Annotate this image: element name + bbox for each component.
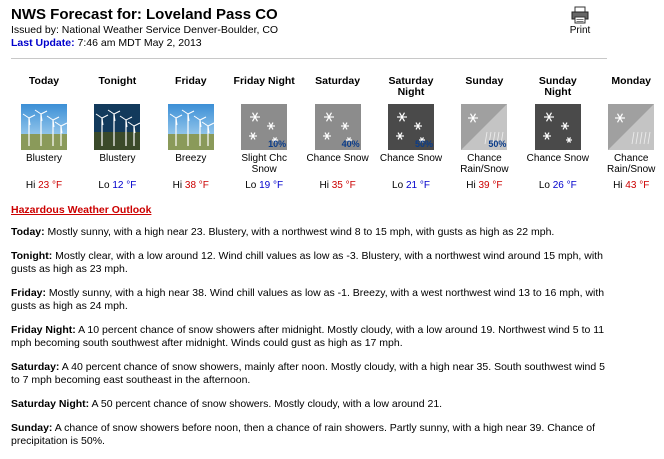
detail-entry (11, 361, 607, 387)
detail-entry (11, 324, 607, 350)
forecast-period (158, 76, 224, 192)
last-update (11, 37, 611, 50)
detail-period: Sunday: (11, 422, 53, 434)
period-description: Chance Snow (526, 153, 589, 164)
period-name: Sunday (465, 75, 504, 87)
weather-icon (241, 104, 287, 150)
header-divider (11, 58, 607, 59)
weather-icon (388, 104, 434, 150)
temp-value: 26 °F (552, 180, 577, 191)
detail-entry (11, 226, 607, 239)
detail-entry (11, 250, 607, 276)
issued-by: Issued by: National Weather Service Denver-Boulder, CO (11, 24, 279, 36)
period-name: Saturday Night (388, 75, 434, 98)
period-temperature (378, 180, 444, 192)
forecast-period (231, 76, 297, 192)
period-temperature (158, 180, 224, 192)
weather-icon (168, 104, 214, 150)
forecast-period (525, 76, 591, 192)
period-temperature (11, 180, 77, 192)
temp-label: Hi (613, 180, 623, 191)
temp-label: Hi (25, 180, 36, 191)
detail-text: A chance of snow showers before noon, then a chance of rain showers. Partly sunny, with a high near 39. Chance of precipitation is 50%. (11, 422, 596, 447)
forecast-period (378, 76, 444, 192)
detail-text: Mostly sunny, with a high near 23. Blustery, with a northwest wind 8 to 15 mph, with gusts as high as 22 mph. (44, 226, 555, 238)
printer-icon (570, 6, 590, 24)
temp-value: 23 °F (38, 180, 63, 191)
temp-value: 43 °F (625, 180, 650, 191)
period-description: Chance Snow (306, 153, 369, 164)
detail-text: A 40 percent chance of snow showers, mainly after noon. Mostly cloudy, with a high near 35. South southwest wind 5 to 7 mph becoming east southeast in the afternoon. (11, 361, 605, 386)
detail-period: Today: (11, 226, 45, 238)
forecast-period (451, 76, 517, 192)
detail-text: A 50 percent chance of snow showers. Mostly cloudy, with a low around 21. (89, 398, 443, 410)
period-name: Tonight (98, 75, 137, 87)
detail-period: Friday: (11, 287, 47, 299)
forecast-period (11, 76, 77, 192)
weather-icon (461, 104, 507, 150)
temp-value: 12 °F (112, 180, 137, 191)
period-temperature (525, 180, 591, 192)
forecast-period (84, 76, 150, 192)
forecast-period (598, 76, 664, 192)
period-description: Chance Snow (379, 153, 443, 164)
temp-label: Hi (172, 180, 183, 191)
temp-label: Lo (538, 180, 550, 191)
forecast-periods (11, 75, 656, 196)
temp-value: 39 °F (478, 180, 503, 191)
weather-icon (21, 104, 67, 150)
last-update-label: Last Update: (11, 37, 75, 49)
period-temperature (598, 180, 664, 192)
detail-text: Mostly clear, with a low around 12. Wind chill values as low as -3. Blustery, with a northwest wind around 15 mph, with gusts as high as 23 mph. (11, 250, 603, 275)
period-description: Breezy (175, 153, 207, 164)
detail-entry (11, 398, 607, 411)
period-name: Monday (611, 75, 652, 87)
temp-value: 35 °F (331, 180, 356, 191)
detail-period: Saturday Night: (11, 398, 90, 410)
period-description: Chance Rain/Snow (607, 153, 656, 175)
period-temperature (305, 180, 371, 192)
period-temperature (231, 180, 297, 192)
period-description: Slight Chc Snow (241, 153, 287, 175)
period-description: Blustery (25, 153, 63, 164)
period-name: Today (28, 75, 60, 87)
temp-value: 21 °F (405, 180, 430, 191)
print-button[interactable] (560, 6, 600, 36)
detail-entry (11, 287, 607, 313)
forecast-header (11, 6, 611, 50)
period-name: Friday Night (233, 75, 295, 87)
print-label: Print (569, 25, 591, 36)
weather-icon (535, 104, 581, 150)
period-name: Sunday Night (538, 75, 577, 98)
detail-period: Saturday: (11, 361, 60, 373)
temp-label: Lo (98, 180, 110, 191)
temp-label: Lo (392, 180, 404, 191)
detailed-forecast (11, 226, 607, 459)
last-update-value: 7:46 am MDT May 2, 2013 (77, 37, 202, 49)
period-temperature (84, 180, 150, 192)
temp-value: 19 °F (259, 180, 284, 191)
forecast-period (305, 76, 371, 192)
period-description: Chance Rain/Snow (460, 153, 509, 175)
temp-label: Hi (319, 180, 329, 191)
weather-icon (94, 104, 140, 150)
temp-label: Hi (466, 180, 476, 191)
detail-text: A 10 percent chance of snow showers after midnight. Mostly cloudy, with a low around 19. Northwest wind 5 to 11 mph becoming south southwest after midnight. Winds could gust as high as 17 mph. (11, 324, 605, 349)
precip-chance: 40% (341, 139, 360, 149)
temp-value: 38 °F (184, 180, 209, 191)
detail-entry (11, 422, 607, 448)
precip-chance: 10% (268, 139, 287, 149)
weather-icon (608, 104, 654, 150)
hazardous-weather-outlook-link[interactable]: Hazardous Weather Outlook (11, 204, 152, 216)
period-temperature (451, 180, 517, 192)
detail-period: Tonight: (11, 250, 53, 262)
period-description: Blustery (99, 153, 136, 164)
precip-chance: 50% (488, 139, 507, 149)
weather-icon (315, 104, 361, 150)
page-title: NWS Forecast for: Loveland Pass CO (11, 6, 278, 23)
precip-chance: 50% (414, 139, 433, 149)
detail-period: Friday Night: (11, 324, 76, 336)
detail-text: Mostly sunny, with a high near 38. Wind chill values as low as -1. Breezy, with a west northwest wind 13 to 16 mph, with gusts as high as 24 mph. (11, 287, 605, 312)
period-name: Saturday (315, 75, 361, 87)
period-name: Friday (175, 75, 207, 87)
temp-label: Lo (245, 180, 257, 191)
